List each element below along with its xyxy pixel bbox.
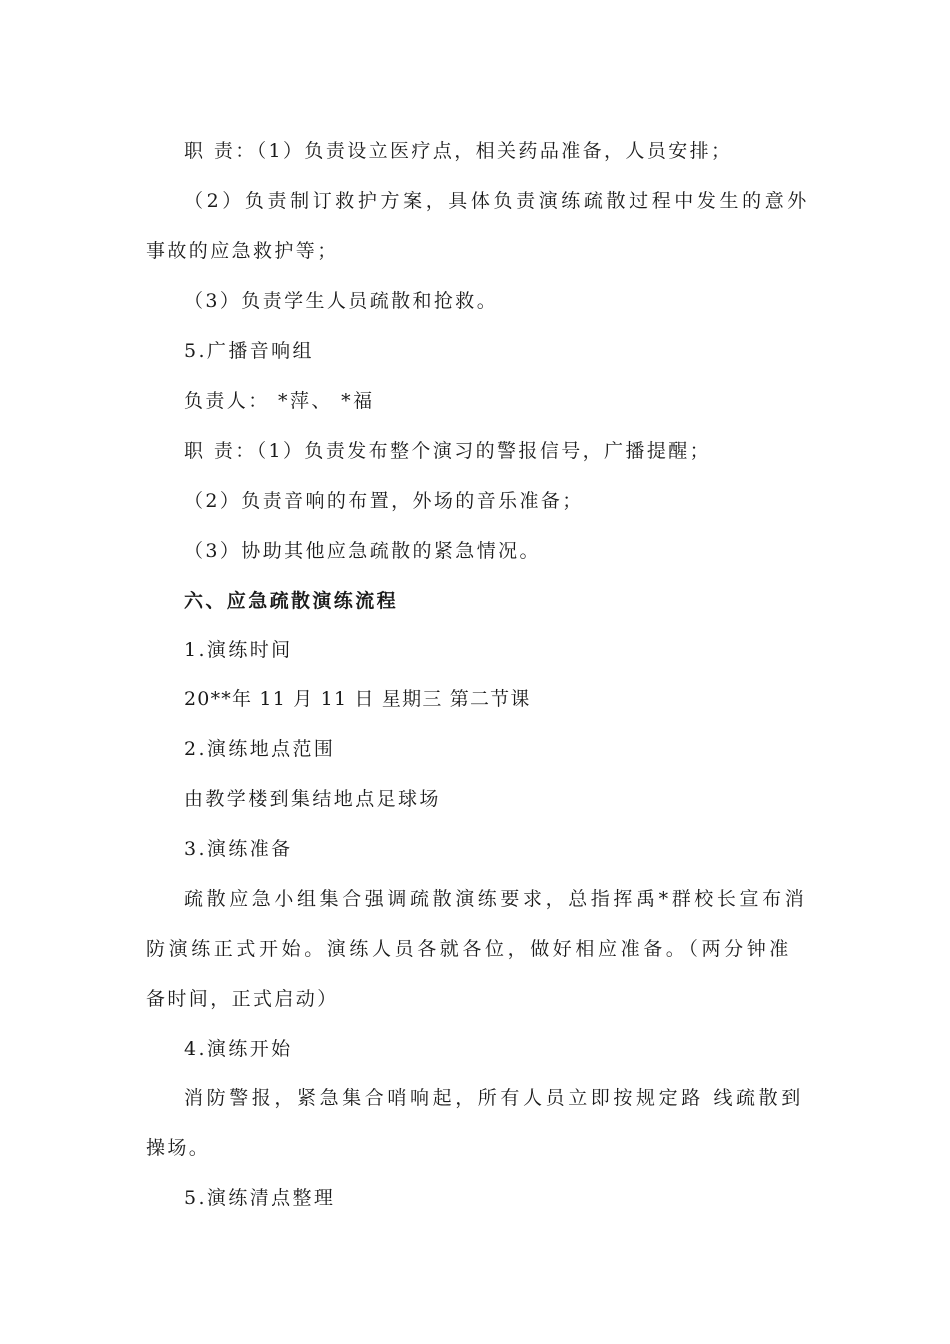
paragraph-line: （2）负责制订救护方案，具体负责演练疏散过程中发生的意外 (184, 190, 810, 212)
paragraph-line: 疏散应急小组集合强调疏散演练要求，总指挥禹*群校长宣布消 (184, 888, 808, 910)
section-heading: 2.演练地点范围 (184, 738, 336, 760)
paragraph-line: 防演练正式开始。演练人员各就各位，做好相应准备。（两分钟准 (146, 938, 792, 960)
paragraph-line: 由教学楼到集结地点足球场 (184, 788, 441, 810)
section-heading: 3.演练准备 (184, 838, 293, 860)
paragraph-line: （3）协助其他应急疏散的紧急情况。 (184, 540, 541, 562)
section-heading: 1.演练时间 (184, 639, 293, 661)
paragraph-line: 操场。 (146, 1137, 211, 1159)
chapter-heading: 六、应急疏散演练流程 (184, 590, 399, 612)
paragraph-line: 职 责：（1）负责发布整个演习的警报信号，广播提醒； (184, 440, 712, 462)
paragraph-line: （2）负责音响的布置，外场的音乐准备； (184, 490, 584, 512)
section-heading: 4.演练开始 (184, 1038, 293, 1060)
paragraph-line: 20**年 11 月 11 日 星期三 第二节课 (184, 688, 531, 710)
paragraph-line: 负责人： *萍、 *福 (184, 390, 375, 412)
paragraph-line: 备时间，正式启动） (146, 988, 339, 1010)
paragraph-line: （3）负责学生人员疏散和抢救。 (184, 290, 499, 312)
paragraph-line: 事故的应急救护等； (146, 240, 339, 262)
section-heading: 5.广播音响组 (184, 340, 314, 362)
section-heading: 5.演练清点整理 (184, 1187, 336, 1209)
paragraph-line: 消防警报，紧急集合哨响起，所有人员立即按规定路 线疏散到 (184, 1087, 804, 1109)
paragraph-line: 职 责：（1）负责设立医疗点，相关药品准备，人员安排； (184, 140, 733, 162)
